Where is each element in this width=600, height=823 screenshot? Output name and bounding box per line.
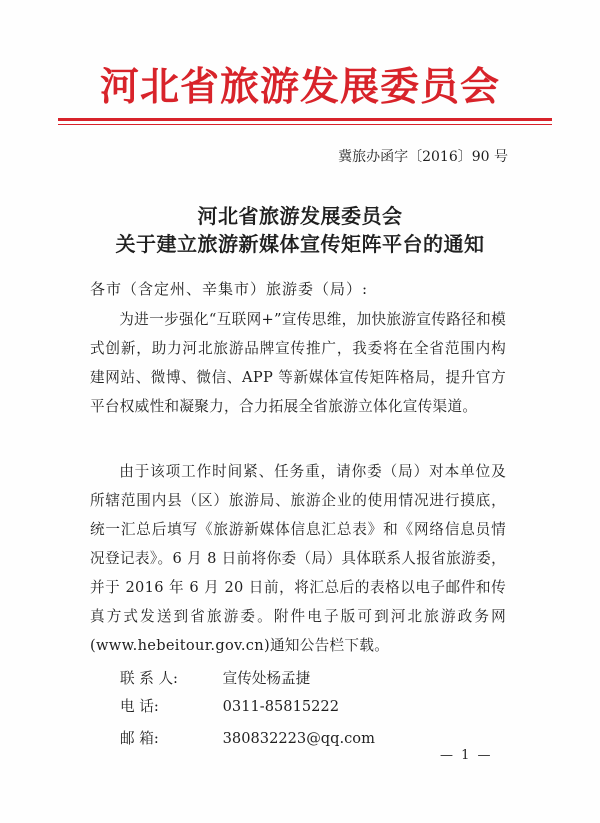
contact-person-value: 宣传处杨孟捷 <box>222 670 311 687</box>
letterhead-divider-thick <box>58 118 552 121</box>
contact-person-row <box>120 667 310 688</box>
contact-email-row <box>120 727 375 748</box>
contact-email-value: 380832223@qq.com <box>222 730 375 747</box>
document-number: 冀旅办函字〔2016〕90 号 <box>338 149 508 165</box>
contact-email-label: 邮 箱: <box>120 730 159 747</box>
body-paragraph-1: 为进一步强化“互联网+”宣传思维，加快旅游宣传路径和模式创新，助力河北旅游品牌宣传推广，我委将在全省范围内构建网站、微博、微信、APP 等新媒体宣传矩阵格局，提升官方平台权威性和凝聚力，合力拓展全省旅游立体化宣传渠道。 <box>90 311 506 415</box>
addressee: 各市（含定州、辛集市）旅游委（局）: <box>90 280 369 298</box>
body-paragraph-2: 由于该项工作时间紧、任务重，请你委（局）对本单位及所辖范围内县（区）旅游局、旅游企业的使用情况进行摸底，统一汇总后填写《旅游新媒体信息汇总表》和《网络信息员情况登记表》。6 月 8 日前将你委（局）具体联系人报省旅游委，并于 2016 年 6 月 20 日前，将汇总后的表格以电子邮件和传真方式发送到省旅游委。附件电子版可到河北旅游政务网(www.hebeitour.gov.cn)通知公告栏下载。 <box>90 463 506 654</box>
contact-phone-value: 0311-85815222 <box>222 698 339 715</box>
notice-title-line2: 关于建立旅游新媒体宣传矩阵平台的通知 <box>115 232 485 256</box>
contact-person-label: 联 系 人: <box>120 670 178 687</box>
letterhead-divider-thin <box>58 124 552 125</box>
org-letterhead-title: 河北省旅游发展委员会 <box>99 64 500 110</box>
page-number: — 1 — <box>440 748 493 763</box>
contact-phone-label: 电 话: <box>120 698 159 715</box>
contact-phone-row <box>120 695 339 716</box>
notice-title-line1: 河北省旅游发展委员会 <box>197 204 403 228</box>
